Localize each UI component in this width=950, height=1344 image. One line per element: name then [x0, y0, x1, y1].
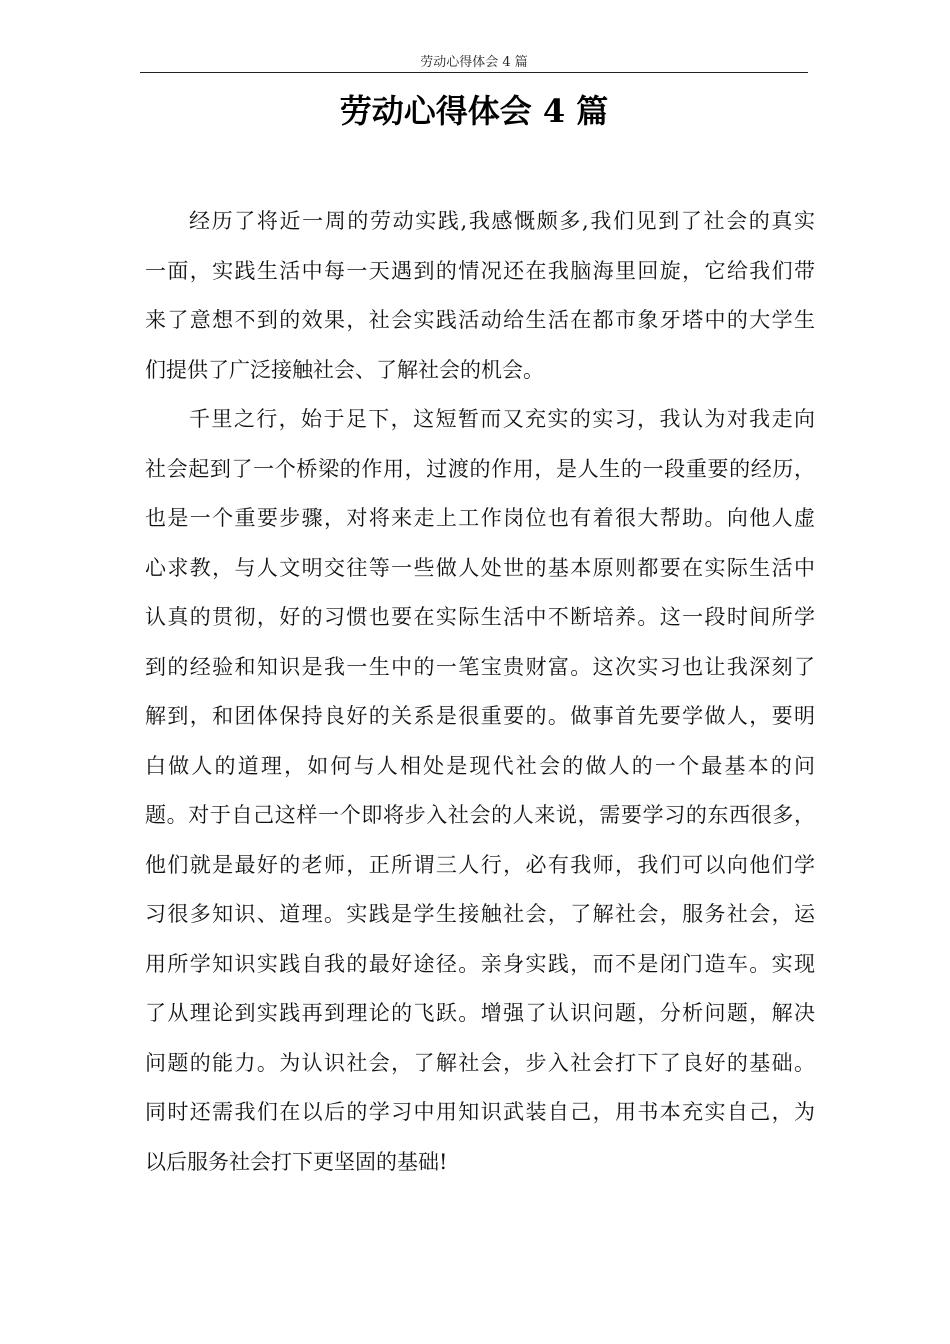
paragraph-line: 社会起到了一个桥梁的作用，过渡的作用，是人生的一段重要的经历，	[145, 456, 815, 481]
paragraph-line: 白做人的道理，如何与人相处是现代社会的做人的一个最基本的问	[145, 753, 815, 778]
paragraph-line: 们提供了广泛接触社会、了解社会的机会。	[145, 357, 544, 382]
paragraph-line: 心求教，与人文明交往等一些做人处世的基本原则都要在实际生活中	[145, 555, 815, 580]
paragraph-1	[145, 197, 815, 395]
paragraph-line: 习很多知识、道理。实践是学生接触社会，了解社会，服务社会，运	[145, 902, 815, 926]
paragraph-line: 解到，和团体保持良好的关系是很重要的。做事首先要学做人，要明	[145, 704, 815, 728]
paragraph-line: 一面，实践生活中每一天遇到的情况还在我脑海里回旋，它给我们带	[145, 258, 815, 283]
paragraph-line: 题。对于自己这样一个即将步入社会的人来说，需要学习的东西很多，	[145, 803, 815, 827]
paragraph-line: 认真的贯彻，好的习惯也要在实际生活中不断培养。这一段时间所学	[145, 605, 815, 629]
running-header: 劳动心得体会 4 篇	[420, 55, 528, 70]
paragraph-line: 同时还需我们在以后的学习中用知识武装自己，用书本充实自己，为	[145, 1100, 815, 1124]
paragraph-line: 经历了将近一周的劳动实践,我感慨颇多,我们见到了社会的真实	[189, 209, 815, 233]
paragraph-line: 了从理论到实践再到理论的飞跃。增强了认识问题，分析问题，解决	[145, 1001, 815, 1025]
paragraph-line: 用所学知识实践自我的最好途径。亲身实践，而不是闭门造车。实现	[145, 951, 815, 976]
paragraph-line: 到的经验和知识是我一生中的一笔宝贵财富。这次实习也让我深刻了	[145, 654, 815, 679]
paragraph-line: 问题的能力。为认识社会，了解社会，步入社会打下了良好的基础。	[145, 1050, 815, 1075]
document-title: 劳动心得体会 4 篇	[339, 92, 609, 130]
paragraph-line: 千里之行，始于足下，这短暂而又充实的实习，我认为对我走向	[189, 407, 815, 431]
paragraph-line: 来了意想不到的效果，社会实践活动给生活在都市象牙塔中的大学生	[145, 308, 815, 332]
paragraph-line: 他们就是最好的老师，正所谓三人行，必有我师，我们可以向他们学	[145, 852, 815, 877]
paragraph-line: 也是一个重要步骤，对将来走上工作岗位也有着很大帮助。向他人虚	[145, 506, 815, 530]
document-body	[145, 197, 815, 1187]
paragraph-2	[145, 395, 815, 1187]
header-rule	[140, 72, 808, 73]
paragraph-line: 以后服务社会打下更坚固的基础!	[145, 1149, 448, 1174]
